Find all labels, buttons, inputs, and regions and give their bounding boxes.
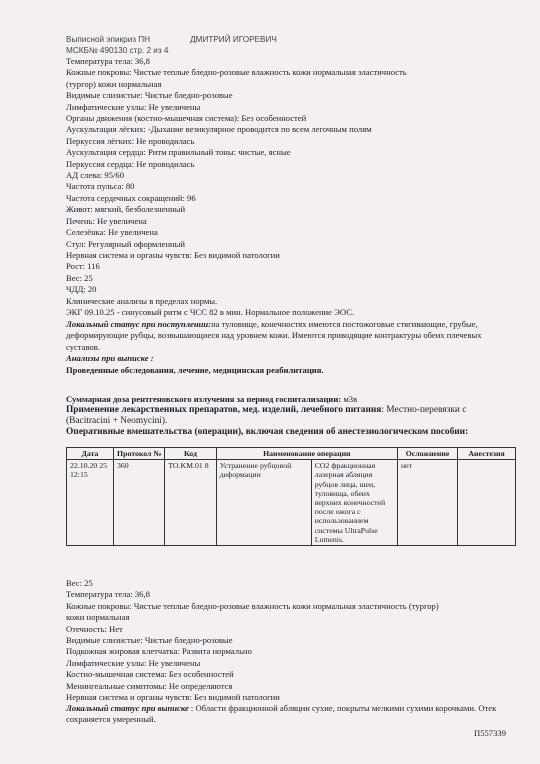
exam-line: Перкуссия сердца: Не проводилась xyxy=(66,158,195,169)
column-header-operation-name: Наименование операции xyxy=(216,448,397,460)
operations-table xyxy=(66,447,516,546)
radiation-dose xyxy=(66,394,506,405)
header-line-2: МСКБ№ 490130 стр. 2 из 4 xyxy=(66,46,169,56)
exam-line: Видимые слизистые: Чистые бледно-розовые xyxy=(66,635,233,646)
header-line-1 xyxy=(66,34,506,45)
exam-line: Частота сердечных сокращений: 96 xyxy=(66,192,196,203)
exam-line: Вес: 25 xyxy=(66,272,93,283)
exam-line: Температура тела: 36,8 xyxy=(66,56,150,66)
exam-line: Аускультация сердца: Ритм правильный тоны: чистые, ясные xyxy=(66,147,291,158)
radiation-unit: м3в xyxy=(343,394,358,404)
exam-line: АД слева: 95/60 xyxy=(66,170,125,181)
local-status-admission-label: Локальный статус при поступлении: xyxy=(66,319,212,329)
exam-line: Лимфатические узлы: Не увеличены xyxy=(66,101,201,112)
operations-heading: Оперативные вмешательства (операции), включая сведения об анестезиологическом пособии: xyxy=(66,427,469,437)
local-status-discharge xyxy=(66,703,516,726)
exam-line: Отечность: Нет xyxy=(66,623,123,634)
exam-line: кожи нормальная xyxy=(66,612,130,623)
cell-operation-description: CO2 фракционная лазерная абляция рубцов лица, шеи, туловища, обеих верхних конечностей после ожога с использованием системы UltraPulse Lumenis. xyxy=(311,460,397,546)
initial-exam-section xyxy=(66,56,506,318)
discharge-exam-section xyxy=(66,578,516,703)
exam-line: Кожные покровы: Чистые теплые бледно-розовые влажность кожи нормальная эластичность (тургор) xyxy=(66,600,439,611)
exam-line: Клинические анализы в пределах нормы. xyxy=(66,295,218,306)
local-status-discharge-label: Локальный статус при выписке xyxy=(66,703,189,713)
local-status-admission xyxy=(66,319,506,376)
exam-line: ЧДД: 20 xyxy=(66,284,97,295)
local-status-admission-text: на туловище, конечностях имеются постожоговые стягивающие, грубые, деформирующие рубцы, возвышающиеся над уровнем кожи. Имеются приводящие контрактуры обеих плечевых суставов. xyxy=(66,319,482,352)
cell-operation-name: Устранение рубцовой деформации xyxy=(216,460,311,546)
column-header-anesthesia: Анестезия xyxy=(458,448,516,460)
discharge-tests-label: Анализы при выписке : xyxy=(66,353,154,364)
medications xyxy=(66,405,506,427)
medications-label: Применение лекарственных препаратов, мед. изделий, лечебного питания xyxy=(66,405,382,415)
exam-line: Стул: Регулярный оформленный xyxy=(66,238,186,249)
document-header xyxy=(66,34,506,57)
column-header-date: Дата xyxy=(67,448,114,460)
column-header-protocol: Протокол № xyxy=(113,448,164,460)
exam-line: Кожные покровы: Чистые теплые бледно-розовые влажность кожи нормальная эластичность xyxy=(66,67,407,78)
procedures-label: Проведенные обследования, лечение, медицинская реабилитация. xyxy=(66,364,324,375)
exam-line: (тургор) кожи нормальная xyxy=(66,78,162,89)
exam-line: Печень: Не увеличена xyxy=(66,215,147,226)
cell-anesthesia xyxy=(458,460,516,546)
exam-line: Видимые слизистые: Чистые бледно-розовые xyxy=(66,90,233,101)
cell-date: 22.10.20 25 12:15 xyxy=(67,460,114,546)
header-title: Выписной эпикриз ПН xyxy=(66,35,151,44)
exam-line: Нервная система и органы чувств: Без видимой патологии xyxy=(66,249,280,260)
exam-line: Вес: 25 xyxy=(66,578,93,588)
radiation-label: Суммарная доза рентгеновского излучения за период госпитализации: xyxy=(66,394,342,404)
table-row xyxy=(67,460,516,546)
medications-text: : Местно-перевязки с (Bacitracini + Neomycini). xyxy=(66,405,467,426)
exam-line: Селезёнка: Не увеличена xyxy=(66,227,158,238)
patient-name: ДМИТРИЙ ИГОРЕВИЧ xyxy=(190,35,277,44)
exam-line: Живот: мягкий, безболезненный xyxy=(66,204,186,215)
column-header-complication: Осложнение xyxy=(397,448,457,460)
exam-line: Подкожная жировая клетчатка: Развита нормально xyxy=(66,646,252,657)
operations-table-header xyxy=(67,448,516,460)
exam-line: Менингеальные симптомы: Не определяются xyxy=(66,680,233,691)
exam-line: Рост: 116 xyxy=(66,261,100,272)
exam-line: Аускультация лёгких: -Дыхание везикулярное проводится по всем легочным полям xyxy=(66,124,372,135)
exam-line: Частота пульса: 80 xyxy=(66,181,135,192)
exam-line: Лимфатические узлы: Не увеличены xyxy=(66,657,201,668)
column-header-code: Код xyxy=(165,448,216,460)
exam-line: Перкуссия лёгких: Не проводилась xyxy=(66,135,195,146)
local-status-discharge-text: : Области фракционной абляции сухие, покрыты мелкими сухими корочками. Отек сохраняется умеренный. xyxy=(66,703,497,725)
exam-line: Нервная система и органы чувств: Без видимой патологии xyxy=(66,692,280,703)
cell-code: TO.KM.01 8 xyxy=(165,460,216,546)
exam-line: Костно-мышечная система: Без особенностей xyxy=(66,669,234,680)
cell-protocol: 360 xyxy=(113,460,164,546)
exam-line: Температура тела: 36,8 xyxy=(66,589,150,600)
cell-complication: нет xyxy=(397,460,457,546)
document-serial-mark: П557339 xyxy=(474,728,506,738)
exam-line: ЭКГ 09.10.25 - синусовый ритм с ЧСС 82 в мин. Нормальное положение ЭОС. xyxy=(66,306,355,317)
exam-line: Органы движения (костно-мышечная система): Без особенностей xyxy=(66,113,307,124)
